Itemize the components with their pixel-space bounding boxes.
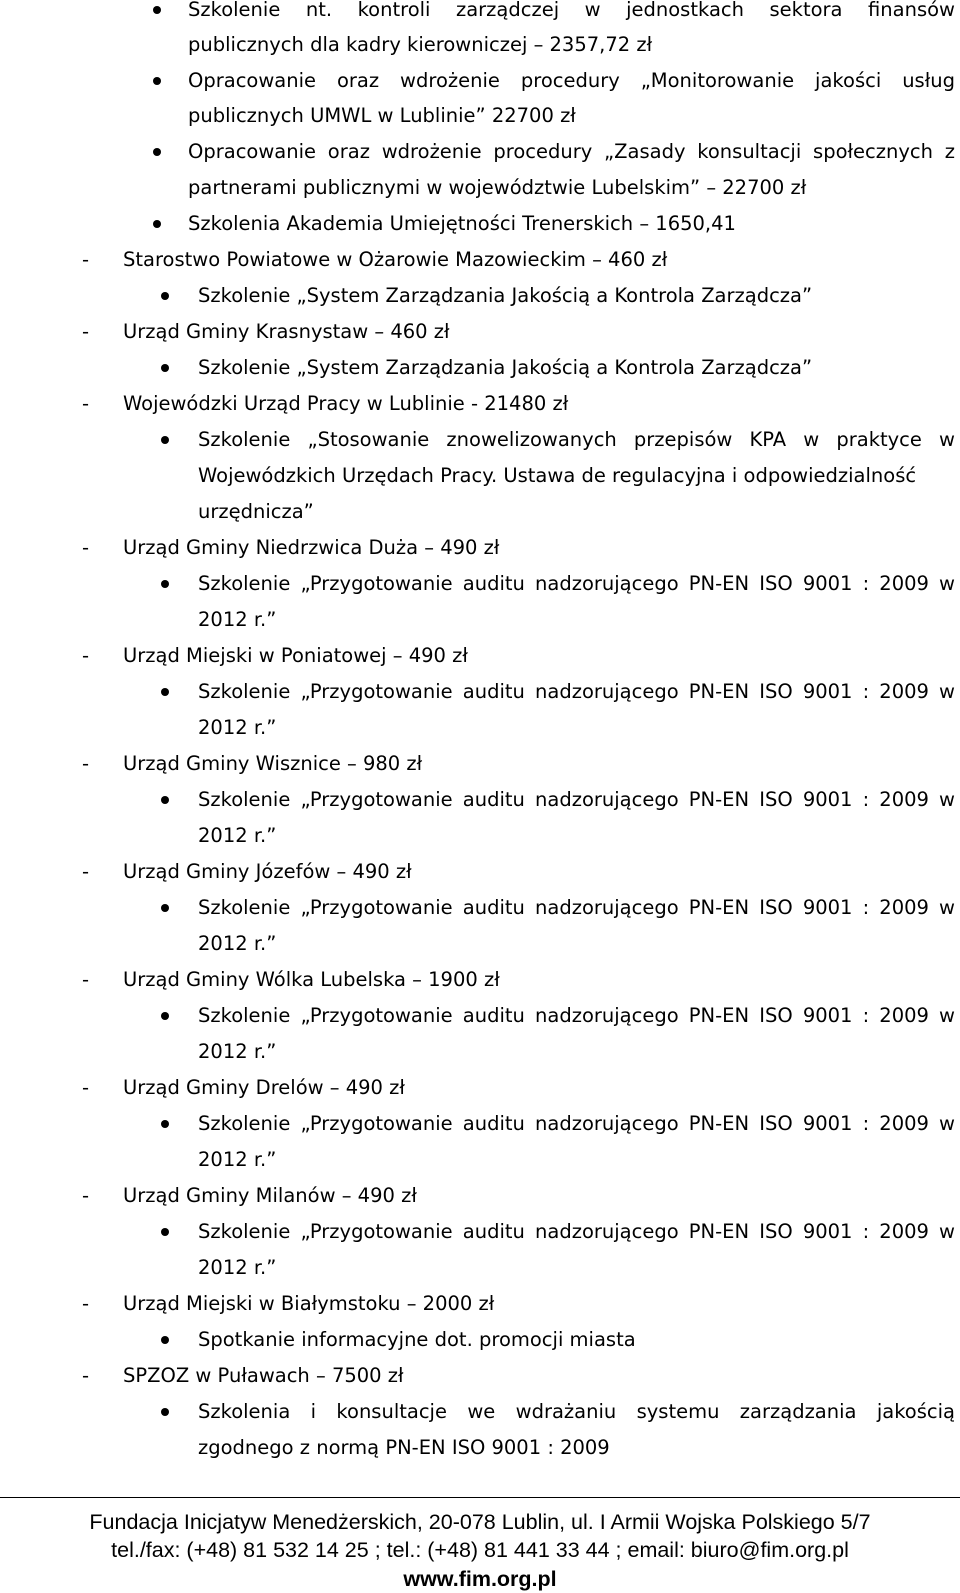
footer-website-link[interactable]: www.fim.org.pl [403,1567,557,1591]
bullet-icon [161,688,169,696]
list-item-continuation: 2012 r.” [198,824,277,847]
list-item: Szkolenia i konsultacje we wdrażaniu systemu zarządzania jakością [0,1394,960,1430]
institution-heading: - Urząd Miejski w Białymstoku – 2000 zł [82,1292,495,1315]
list-item-continuation: zgodnego z normą PN-EN ISO 9001 : 2009 [198,1436,610,1459]
institution-heading: - Urząd Gminy Drelów – 490 zł [82,1076,405,1099]
list-item: Opracowanie oraz wdrożenie procedury „Zasady konsultacji społecznych z [0,134,960,170]
list-item: Opracowanie oraz wdrożenie procedury „Monitorowanie jakości usług [0,63,960,99]
list-item: Szkolenia Akademia Umiejętności Trenerskich – 1650,41 [0,206,960,242]
list-item-continuation: 2012 r.” [198,716,277,739]
list-item-continuation: 2012 r.” [198,1040,277,1063]
list-item-continuation: publicznych UMWL w Lublinie” 22700 zł [188,104,576,127]
list-item: Szkolenie „Przygotowanie auditu nadzorującego PN-EN ISO 9001 : 2009 w [0,1106,960,1142]
bullet-icon [153,6,161,14]
page-footer [0,1497,960,1591]
bullet-icon [161,904,169,912]
list-item-continuation: urzędnicza” [198,500,314,523]
list-item: Szkolenie „Stosowanie znowelizowanych przepisów KPA w praktyce w [0,422,960,458]
institution-heading: - Urząd Gminy Milanów – 490 zł [82,1184,417,1207]
list-item-continuation: 2012 r.” [198,932,277,955]
list-item: Szkolenie „Przygotowanie auditu nadzorującego PN-EN ISO 9001 : 2009 w [0,890,960,926]
list-item-continuation: 2012 r.” [198,608,277,631]
institution-heading: - SPZOZ w Puławach – 7500 zł [82,1364,404,1387]
list-item: Szkolenie „Przygotowanie auditu nadzorującego PN-EN ISO 9001 : 2009 w [0,674,960,710]
list-item: Szkolenie „Przygotowanie auditu nadzorującego PN-EN ISO 9001 : 2009 w [0,1214,960,1250]
bullet-icon [161,292,169,300]
list-item: Szkolenie „System Zarządzania Jakością a Kontrola Zarządcza” [0,350,960,386]
bullet-icon [153,148,161,156]
institution-heading: - Urząd Gminy Wólka Lubelska – 1900 zł [82,968,500,991]
institution-heading: - Urząd Gminy Niedrzwica Duża – 490 zł [82,536,500,559]
footer-address: Fundacja Inicjatyw Menedżerskich, 20-078 Lublin, ul. I Armii Wojska Polskiego 5/7 [89,1510,871,1534]
list-item-continuation: publicznych dla kadry kierowniczej – 2357,72 zł [188,33,653,56]
bullet-icon [161,580,169,588]
list-item-continuation: partnerami publicznymi w województwie Lubelskim” – 22700 zł [188,176,807,199]
institution-heading: - Urząd Gminy Wisznice – 980 zł [82,752,423,775]
institution-heading: - Urząd Gminy Józefów – 490 zł [82,860,412,883]
list-item: Szkolenie „Przygotowanie auditu nadzorującego PN-EN ISO 9001 : 2009 w [0,782,960,818]
bullet-icon [161,364,169,372]
list-item: Szkolenie nt. kontroli zarządczej w jednostkach sektora finansów [0,0,960,28]
bullet-icon [161,1336,169,1344]
bullet-icon [161,796,169,804]
list-item-continuation: 2012 r.” [198,1148,277,1171]
list-item-continuation: Wojewódzkich Urzędach Pracy. Ustawa de regulacyjna i odpowiedzialność [198,464,917,487]
bullet-icon [153,77,161,85]
institution-heading: - Urząd Gminy Krasnystaw – 460 zł [82,320,450,343]
bullet-icon [161,1012,169,1020]
institution-heading: - Wojewódzki Urząd Pracy w Lublinie - 21480 zł [82,392,569,415]
institution-heading: - Urząd Miejski w Poniatowej – 490 zł [82,644,468,667]
bullet-icon [161,436,169,444]
institution-heading: - Starostwo Powiatowe w Ożarowie Mazowieckim – 460 zł [82,248,668,271]
bullet-icon [161,1120,169,1128]
list-item-continuation: 2012 r.” [198,1256,277,1279]
bullet-icon [161,1408,169,1416]
list-item: Szkolenie „Przygotowanie auditu nadzorującego PN-EN ISO 9001 : 2009 w [0,998,960,1034]
list-item: Szkolenie „Przygotowanie auditu nadzorującego PN-EN ISO 9001 : 2009 w [0,566,960,602]
bullet-icon [153,220,161,228]
footer-contact: tel./fax: (+48) 81 532 14 25 ; tel.: (+48) 81 441 33 44 ; email: biuro@fim.org.pl [111,1538,849,1562]
bullet-icon [161,1228,169,1236]
list-item: Spotkanie informacyjne dot. promocji miasta [0,1322,960,1358]
list-item: Szkolenie „System Zarządzania Jakością a Kontrola Zarządcza” [0,278,960,314]
